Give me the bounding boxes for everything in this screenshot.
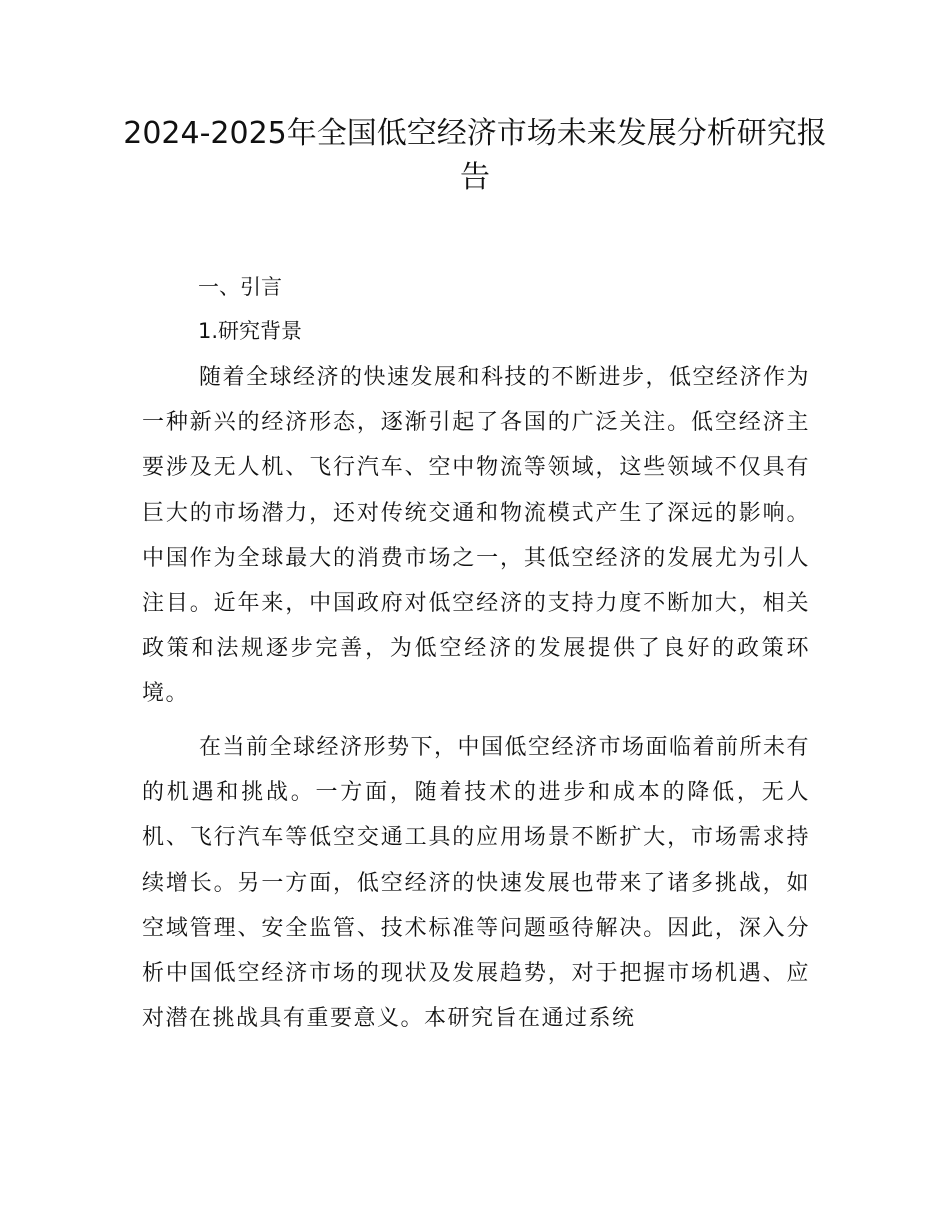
body-paragraph-2: 在当前全球经济形势下，中国低空经济市场面临着前所未有的机遇和挑战。一方面，随着技术的进步和成本的降低，无人机、飞行汽车等低空交通工具的应用场景不断扩大，市场需求持续增长。另一方面，低空经济的快速发展也带来了诸多挑战，如空域管理、安全监管、技术标准等问题亟待解决。因此，深入分析中国低空经济市场的现状及发展趋势，对于把握市场机遇、应对潜在挑战具有重要意义。本研究旨在通过系统 — [142, 735, 811, 1032]
body-paragraph-1: 随着全球经济的快速发展和科技的不断进步，低空经济作为一种新兴的经济形态，逐渐引起了各国的广泛关注。低空经济主要涉及无人机、飞行汽车、空中物流等领域，这些领域不仅具有巨大的市场潜力，还对传统交通和物流模式产生了深远的影响。中国作为全球最大的消费市场之一，其低空经济的发展尤为引人注目。近年来，中国政府对低空经济的支持力度不断加大，相关政策和法规逐步完善，为低空经济的发展提供了良好的政策环境。 — [142, 365, 811, 707]
subsection-heading: 1.研究背景 — [198, 319, 303, 343]
section-heading: 一、引言 — [198, 275, 282, 299]
document-title: 2024-2025年全国低空经济市场未来发展分析研究报告 — [123, 116, 827, 195]
